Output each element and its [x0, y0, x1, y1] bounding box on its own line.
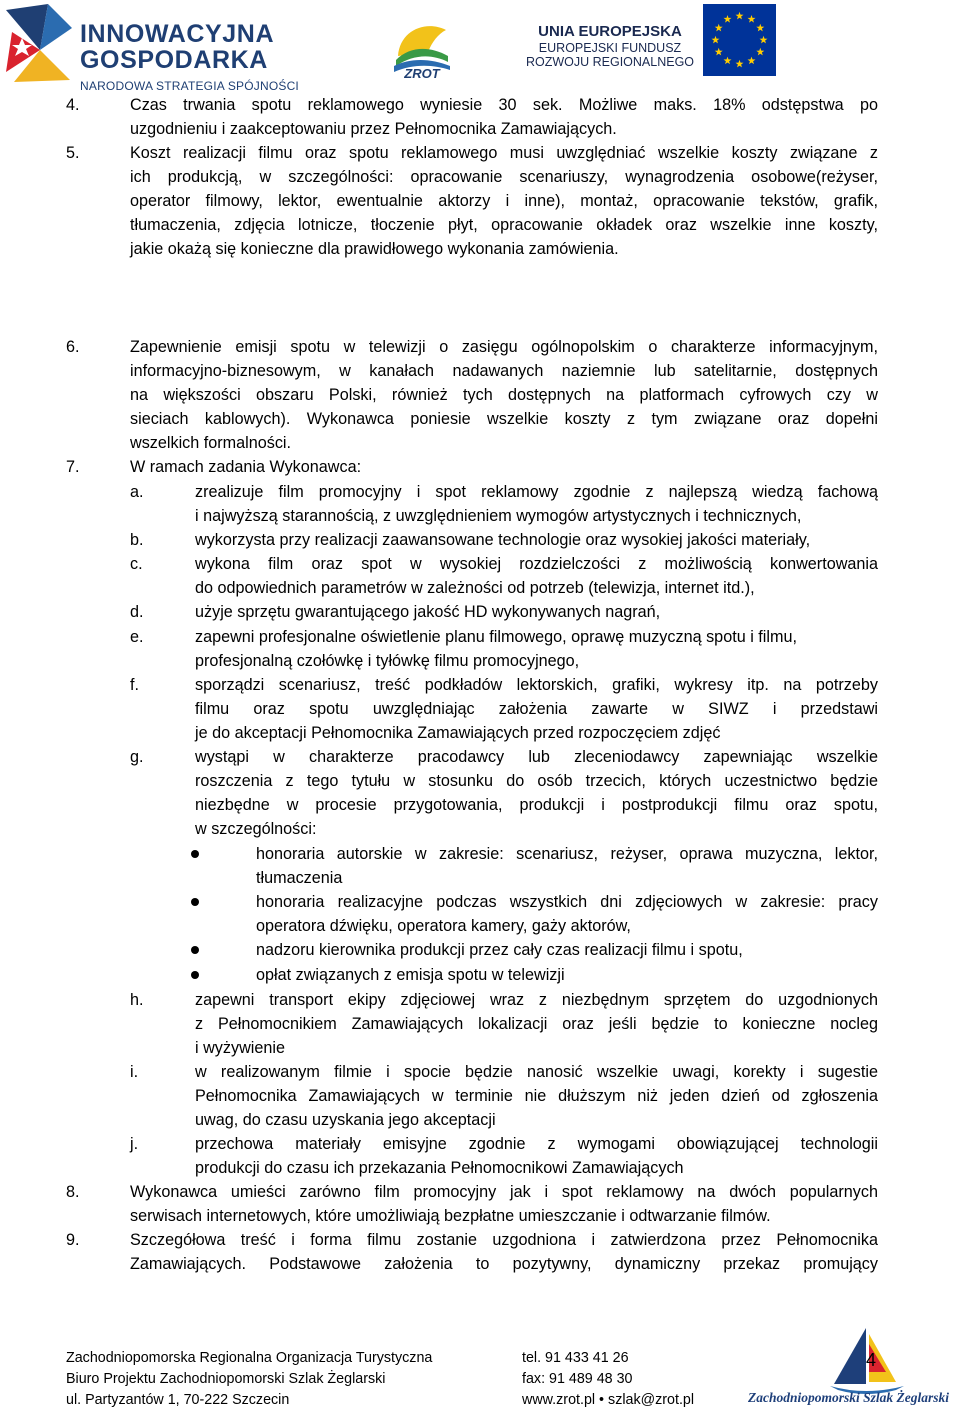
ig-line-3: NARODOWA STRATEGIA SPÓJNOŚCI — [80, 79, 299, 93]
item-5-line: Koszt realizacji filmu oraz spotu reklamowego musi uwzględniać wszelkie koszty związane z — [130, 144, 878, 162]
zrot-logo-label: ZROT — [404, 66, 440, 80]
bullet-icon — [191, 971, 199, 979]
subitem-h-line: zapewni transport ekipy zdjęciowej wraz z niezbędnym sprzętem do uzgodnionych — [195, 991, 878, 1009]
subitem-j-line: produkcji do czasu ich przekazania Pełnomocnikowi Zamawiających — [195, 1159, 684, 1177]
subitem-h-line: i wyżywienie — [195, 1039, 285, 1057]
footer-fax: fax: 91 489 48 30 — [522, 1371, 633, 1387]
subitem-letter: b. — [130, 531, 144, 549]
item-5-line: jakie okażą się konieczne dla prawidłowego wykonania zamówienia. — [130, 240, 619, 258]
subitem-letter: a. — [130, 483, 144, 501]
subitem-j-line: przechowa materiały emisyjne zgodnie z wymogami obowiązującej technologii — [195, 1135, 878, 1153]
footer-org: Zachodniopomorska Regionalna Organizacja Turystyczna — [66, 1350, 433, 1366]
subitem-g-line: roszczenia z tego tytułu w stosunku do osób trzecich, których uczestnictwo będzie — [195, 772, 878, 790]
subitem-g-line: w szczególności: — [195, 820, 317, 838]
item-8-line: serwisach internetowych, które umożliwiają bezpłatne umieszczanie i odtwarzanie filmów. — [130, 1207, 771, 1225]
item-6-line: na większości obszaru Polski, również tych dostępnych na platformach cyfrowych czy w — [130, 386, 878, 404]
szlak-zeglarski-logo-text: Zachodniopomorski Szlak Żeglarski — [748, 1390, 950, 1405]
subitem-f-line: je do akceptacji Pełnomocnika Zamawiających przed rozpoczęciem zdjęć — [195, 724, 721, 742]
subitem-c-line: do odpowiednich parametrów w zależności od potrzeb (telewizja, internet itd.), — [195, 579, 755, 597]
item-5-line: operator filmowy, lektor, ewentualnie aktorzy i inne), montaż, opracowanie tekstów, grafik, — [130, 192, 878, 210]
footer-street: ul. Partyzantów 1, 70-222 Szczecin — [66, 1392, 290, 1408]
ue-line-2: EUROPEJSKI FUNDUSZ — [538, 40, 682, 55]
item-6-line: Zapewnienie emisji spotu w telewizji o zasięgu ogólnopolskim o charakterze informacyjnym, — [130, 338, 878, 356]
subitem-i-line: w realizowanym filmie i spocie będzie nanosić wszelkie uwagi, korekty i sugestie — [195, 1063, 878, 1081]
bullet-icon — [191, 946, 199, 954]
subitem-f-line: filmu oraz spotu uwzględniając założenia zawarte w SIWZ i przedstawi — [195, 700, 878, 718]
page-number: 4 — [866, 1350, 877, 1370]
item-5-line: tłumaczenia, zdjęcia lotnicze, tłoczenie płyt, opracowanie okładek oraz wszelkie inne koszty, — [130, 216, 878, 234]
item-9-line: Szczegółowa treść i forma filmu zostanie uzgodniona i zatwierdzona przez Pełnomocnika — [130, 1231, 878, 1249]
ue-line-3: ROZWOJU REGIONALNEGO — [525, 54, 695, 69]
subitem-h-line: z Pełnomocnikiem Zamawiających lokalizacji oraz jeśli będzie to konieczne nocleg — [195, 1015, 878, 1033]
item-5-line: ich produkcją, w szczególności: opracowanie scenariuszy, wynagrodzenia osobowe(reżyser, — [130, 168, 878, 186]
subitem-letter: c. — [130, 555, 143, 573]
item-number: 9. — [66, 1231, 80, 1249]
subitem-letter: d. — [130, 603, 144, 621]
subitem-a-line: i najwyższą starannością, z uwzględnieniem wymogów artystycznych i technicznych, — [195, 507, 802, 525]
footer-web[interactable]: www.zrot.pl • szlak@zrot.pl — [522, 1392, 695, 1408]
bullet-line: honoraria realizacyjne podczas wszystkich dni zdjęciowych w zakresie: pracy — [256, 893, 878, 911]
ig-line-1: INNOWACYJNA — [80, 20, 275, 48]
item-number: 7. — [66, 458, 80, 476]
item-4-line: Czas trwania spotu reklamowego wyniesie 30 sek. Możliwe maks. 18% odstępstwa po — [130, 96, 878, 114]
ue-wordmark — [520, 24, 700, 69]
subitem-g-line: niezbędne w procesie przygotowania, produkcji i postprodukcji filmu oraz spotu, — [195, 796, 878, 814]
subitem-a-line: zrealizuje film promocyjny i spot reklamowy zgodnie z najlepszą wiedzą fachową — [195, 483, 878, 501]
bullet-icon — [191, 850, 199, 858]
item-7-line: W ramach zadania Wykonawca: — [130, 458, 362, 476]
item-number: 5. — [66, 144, 80, 162]
item-4-line: uzgodnieniu i zaakceptowaniu przez Pełnomocnika Zamawiających. — [130, 120, 617, 138]
bullet-line: honoraria autorskie w zakresie: scenariusz, reżyser, oprawa muzyczna, lektor, — [256, 845, 878, 863]
item-number: 6. — [66, 338, 80, 356]
eu-flag-icon — [703, 4, 776, 76]
bullet-line: tłumaczenia — [256, 869, 343, 887]
subitem-letter: e. — [130, 628, 144, 646]
bullet-line: operatora dźwięku, operatora kamery, gaży aktorów, — [256, 917, 631, 935]
subitem-i-line: Pełnomocnika Zamawiających w terminie nie dłuższym niż jeden dzień od zgłoszenia — [195, 1087, 878, 1105]
footer-office: Biuro Projektu Zachodniopomorski Szlak Żeglarski — [66, 1371, 386, 1387]
bullet-line: nadzoru kierownika produkcji przez cały czas realizacji filmu i spotu, — [256, 941, 743, 959]
subitem-f-line: sporządzi scenariusz, treść podkładów lektorskich, grafiki, wykresy itp. na potrzeby — [195, 676, 878, 694]
subitem-b-line: wykorzysta przy realizacji zaawansowane technologie oraz wysokiej jakości materiały, — [195, 531, 811, 549]
subitem-letter: g. — [130, 748, 144, 766]
footer-contact — [522, 1348, 694, 1411]
subitem-letter: j. — [130, 1135, 139, 1153]
item-number: 8. — [66, 1183, 80, 1201]
subitem-e-line: profesjonalną czołówkę i tyłówkę filmu promocyjnego, — [195, 652, 580, 670]
ue-line-1: UNIA EUROPEJSKA — [538, 23, 682, 40]
item-9-line: Zamawiających. Podstawowe założenia to pozytywny, dynamiczny przekaz promujący — [130, 1255, 878, 1273]
item-number: 4. — [66, 96, 80, 114]
subitem-letter: h. — [130, 991, 144, 1009]
item-6-line: sieciach kablowych). Wykonawca poniesie wszelkie koszty z tym związane oraz dopełni — [130, 410, 878, 428]
bullet-line: opłat związanych z emisja spotu w telewizji — [256, 966, 565, 984]
subitem-letter: f. — [130, 676, 139, 694]
subitem-e-line: zapewni profesjonalne oświetlenie planu filmowego, oprawę muzyczną spotu i filmu, — [195, 628, 797, 646]
item-8-line: Wykonawca umieści zarówno film promocyjny jak i spot reklamowy na dwóch popularnych — [130, 1183, 878, 1201]
footer-address — [66, 1348, 432, 1411]
subitem-c-line: wykona film oraz spot w wysokiej rozdzielczości z możliwością konwertowania — [195, 555, 878, 573]
subitem-letter: i. — [130, 1063, 139, 1081]
item-6-line: wszelkich formalności. — [130, 434, 292, 452]
subitem-d-line: użyje sprzętu gwarantującego jakość HD wykonywanych nagrań, — [195, 603, 661, 621]
subitem-i-line: uwag, do czasu uzyskania jego akceptacji — [195, 1111, 496, 1129]
innowacyjna-gospodarka-logo-icon — [2, 2, 74, 84]
page-header — [0, 0, 960, 93]
zrot-logo-icon — [392, 16, 452, 80]
bullet-icon — [191, 898, 199, 906]
ig-line-2: GOSPODARKA — [80, 46, 268, 74]
footer-tel: tel. 91 433 41 26 — [522, 1350, 629, 1366]
subitem-g-line: wystąpi w charakterze pracodawcy lub zleceniodawcy zapewniając wszelkie — [195, 748, 878, 766]
ig-wordmark — [80, 22, 299, 92]
item-6-line: informacyjno-biznesowym, w kanałach nadawanych naziemnie lub satelitarnie, dostępnych — [130, 362, 878, 380]
